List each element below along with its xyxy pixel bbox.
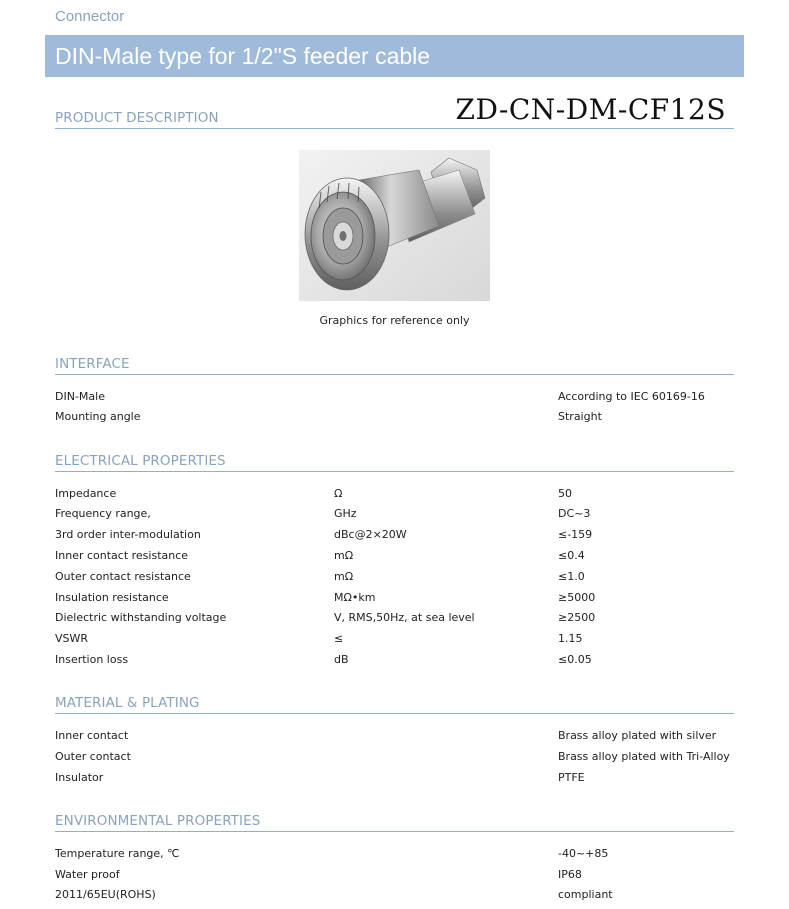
spec-row <box>55 750 734 768</box>
spec-name: Inner contact <box>55 729 129 742</box>
spec-name: Mounting angle <box>55 410 141 423</box>
spec-name: Insulation resistance <box>55 591 169 604</box>
section-environmental <box>55 809 734 832</box>
spec-unit: V, RMS,50Hz, at sea level <box>334 611 475 624</box>
spec-name: Dielectric withstanding voltage <box>55 611 227 624</box>
spec-unit: mΩ <box>334 570 354 583</box>
section-heading: PRODUCT DESCRIPTION <box>55 110 219 126</box>
spec-value: According to IEC 60169-16 <box>558 390 705 403</box>
spec-value: ≥2500 <box>558 611 596 624</box>
spec-value: IP68 <box>558 868 582 881</box>
spec-value: ≤1.0 <box>558 570 585 583</box>
spec-name: Outer contact <box>55 750 131 763</box>
spec-value: Straight <box>558 410 602 423</box>
section-material <box>55 691 734 714</box>
spec-value: compliant <box>558 888 613 901</box>
spec-row <box>55 632 734 650</box>
spec-value: PTFE <box>558 771 585 784</box>
image-caption: Graphics for reference only <box>319 314 470 327</box>
spec-value: ≤0.05 <box>558 653 592 666</box>
spec-value: -40~+85 <box>558 847 609 860</box>
spec-value: DC~3 <box>558 507 591 520</box>
spec-value: 1.15 <box>558 632 583 645</box>
spec-name: DIN-Male <box>55 390 105 403</box>
spec-row <box>55 549 734 567</box>
spec-row <box>55 487 734 505</box>
spec-value: ≥5000 <box>558 591 596 604</box>
category-label: Connector <box>55 8 125 25</box>
spec-unit: GHz <box>334 507 357 520</box>
spec-unit: dBc@2×20W <box>334 528 407 541</box>
spec-unit: dB <box>334 653 349 666</box>
spec-row <box>55 591 734 609</box>
din-connector-illustration <box>299 150 490 301</box>
spec-row <box>55 528 734 546</box>
page-title: DIN-Male type for 1/2"S feeder cable <box>55 43 431 69</box>
spec-name: Frequency range, <box>55 507 151 520</box>
spec-unit: mΩ <box>334 549 354 562</box>
section-interface <box>55 352 734 375</box>
spec-name: Insulator <box>55 771 104 784</box>
spec-row <box>55 847 734 865</box>
spec-value: Brass alloy plated with silver <box>558 729 717 742</box>
model-code: ZD-CN-DM-CF12S <box>455 93 726 126</box>
spec-unit: MΩ•km <box>334 591 376 604</box>
spec-row <box>55 771 734 789</box>
spec-row <box>55 653 734 671</box>
spec-row <box>55 868 734 886</box>
spec-value: 50 <box>558 487 572 500</box>
section-heading: ELECTRICAL PROPERTIES <box>55 453 226 469</box>
spec-row <box>55 570 734 588</box>
spec-value: ≤0.4 <box>558 549 585 562</box>
spec-name: Temperature range, ℃ <box>55 847 180 860</box>
spec-row <box>55 729 734 747</box>
spec-name: Insertion loss <box>55 653 129 666</box>
spec-name: 2011/65EU(ROHS) <box>55 888 156 901</box>
spec-row <box>55 888 734 906</box>
spec-name: Water proof <box>55 868 120 881</box>
section-heading: ENVIRONMENTAL PROPERTIES <box>55 813 261 829</box>
title-bar <box>45 35 744 77</box>
spec-name: VSWR <box>55 632 89 645</box>
spec-value: Brass alloy plated with Tri-Alloy <box>558 750 730 763</box>
spec-row <box>55 507 734 525</box>
section-heading: MATERIAL & PLATING <box>55 695 200 711</box>
spec-name: 3rd order inter-modulation <box>55 528 201 541</box>
product-image <box>299 150 490 301</box>
spec-name: Impedance <box>55 487 117 500</box>
spec-row <box>55 611 734 629</box>
section-heading: INTERFACE <box>55 356 130 372</box>
spec-value: ≤-159 <box>558 528 593 541</box>
spec-name: Inner contact resistance <box>55 549 189 562</box>
section-electrical <box>55 449 734 472</box>
spec-row <box>55 390 734 408</box>
spec-unit: ≤ <box>334 632 344 645</box>
spec-name: Outer contact resistance <box>55 570 191 583</box>
spec-unit: Ω <box>334 487 343 500</box>
spec-row <box>55 410 734 428</box>
